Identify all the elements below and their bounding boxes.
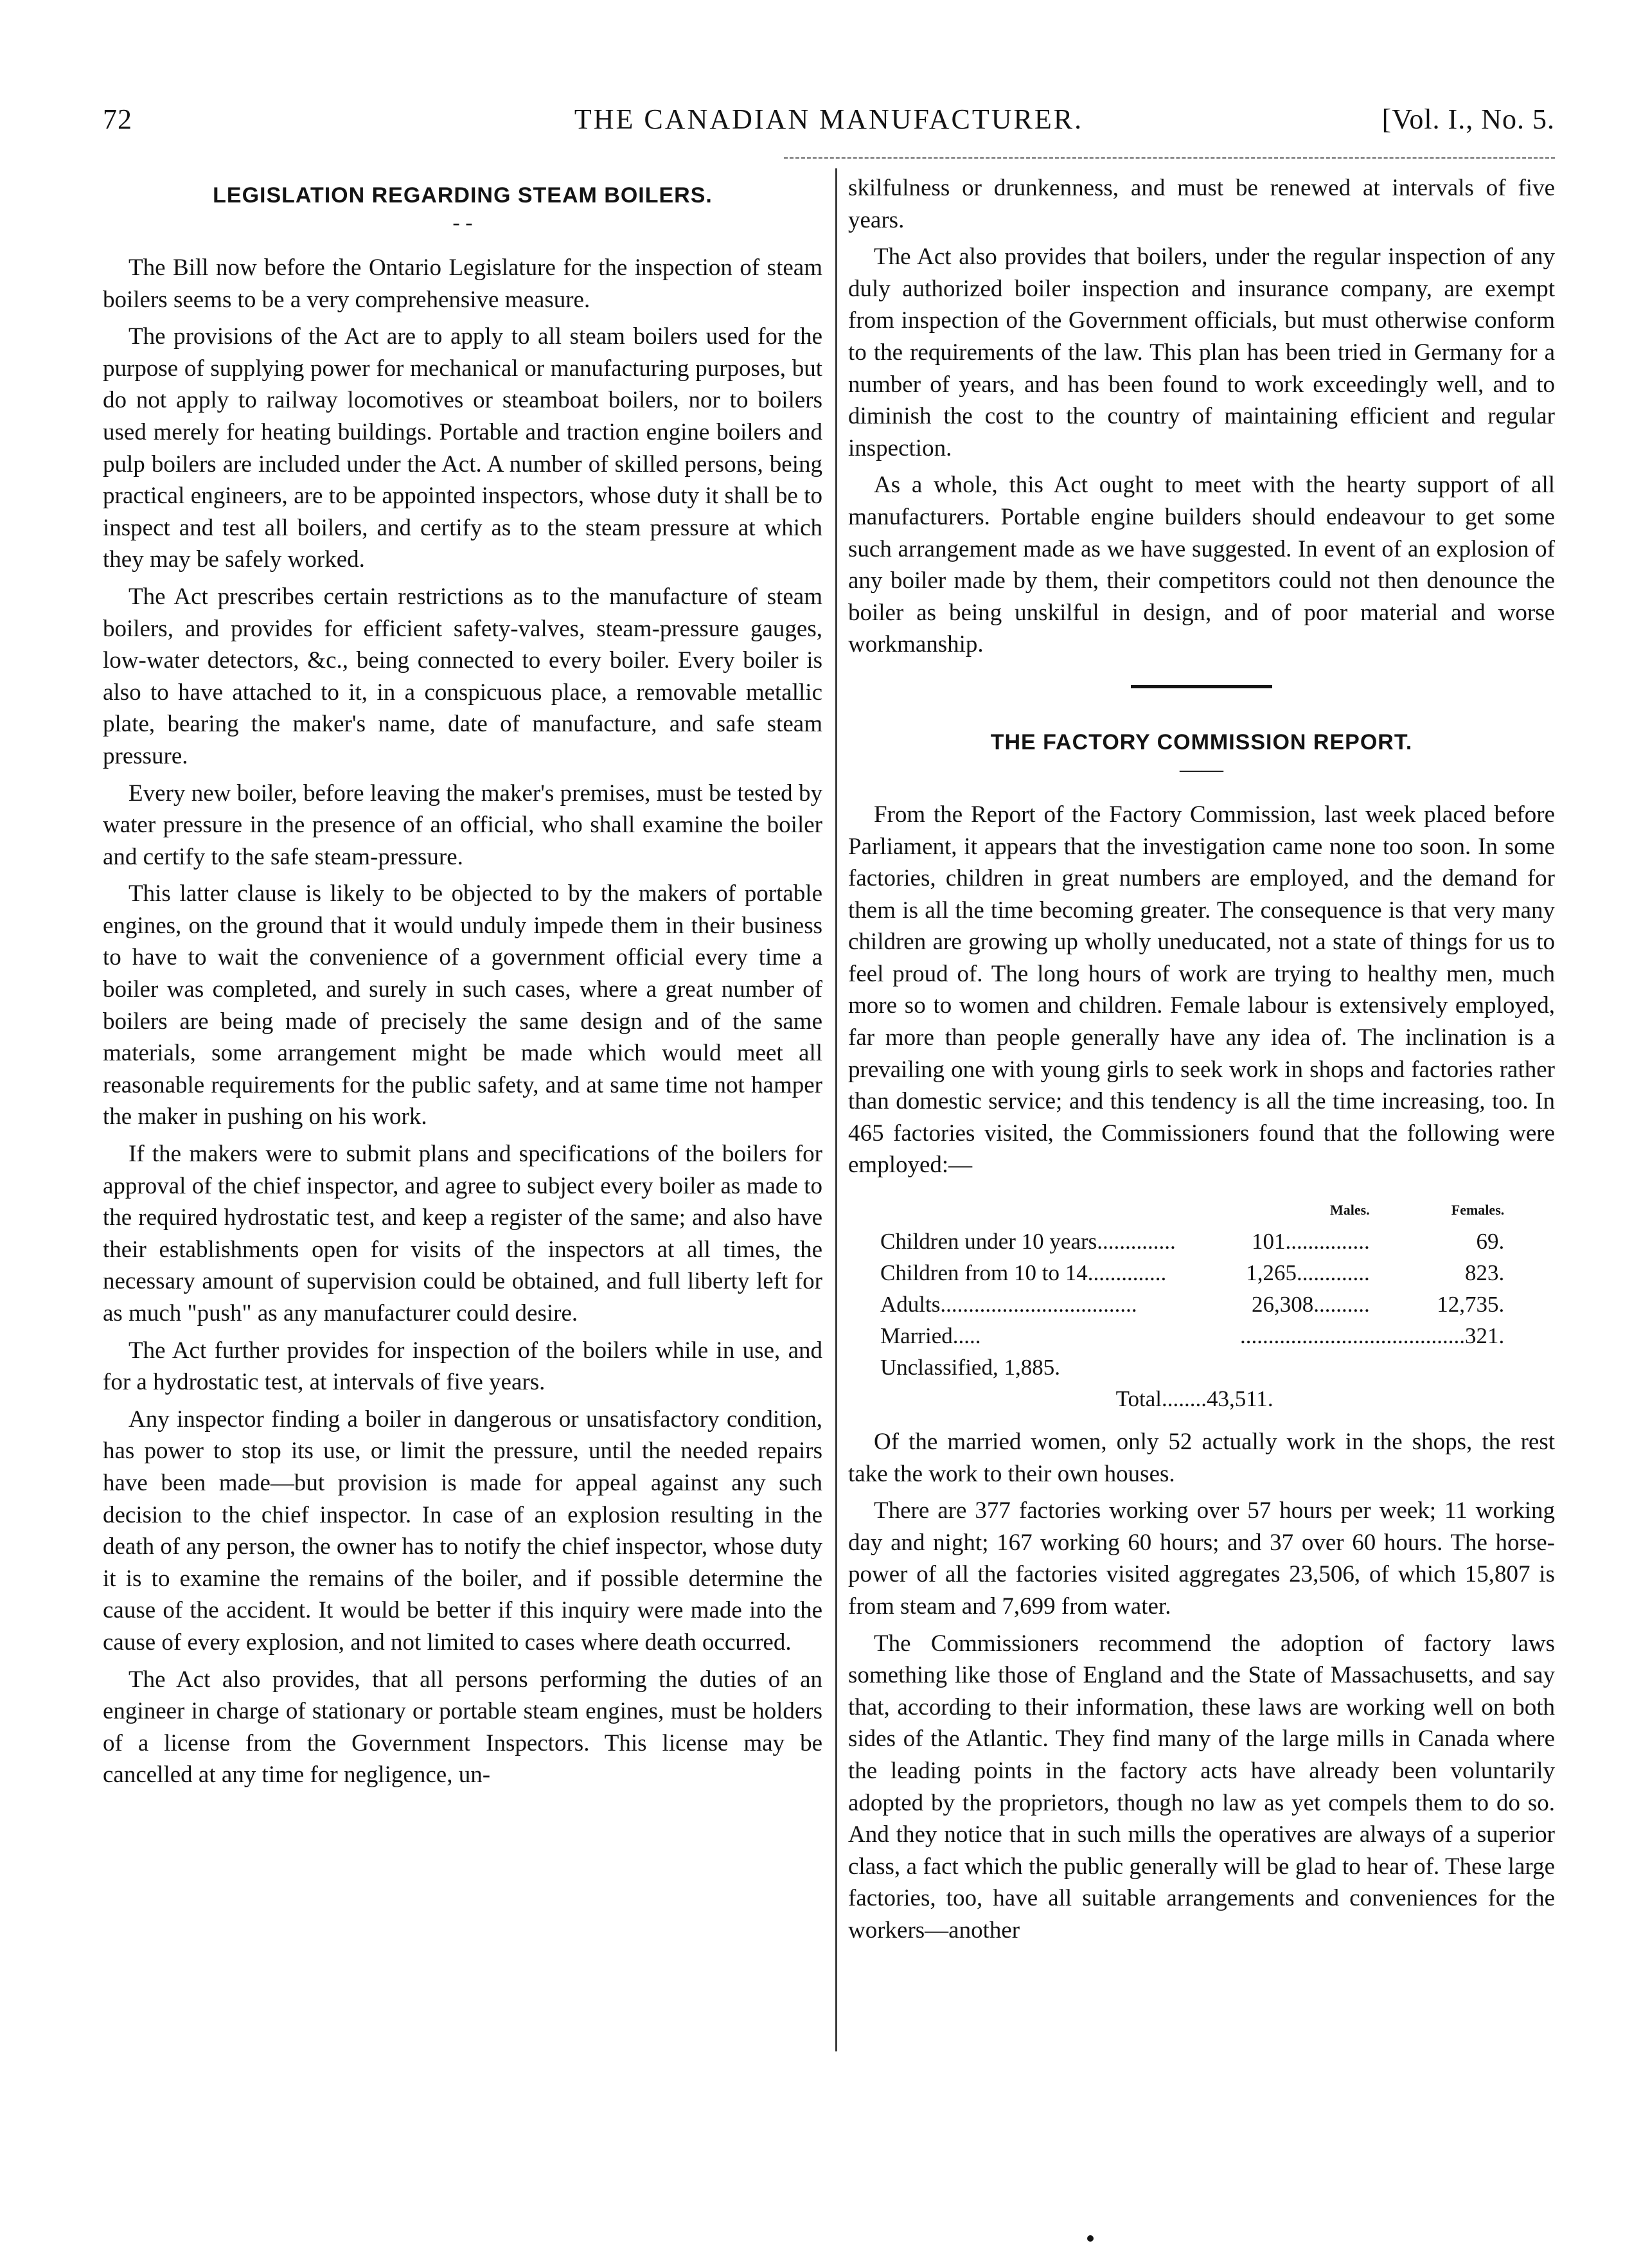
header-rule xyxy=(784,157,1555,159)
females-value: ........................................321. xyxy=(1240,1323,1505,1349)
paragraph: The Bill now before the Ontario Legislature for the inspection of steam boilers seems to be a very comprehensive measure. xyxy=(103,254,822,313)
column-header-females: Females. xyxy=(1451,1202,1505,1219)
article-heading-steam-boilers: LEGISLATION REGARDING STEAM BOILERS. xyxy=(213,183,713,208)
heading-separator: —— xyxy=(1180,757,1223,781)
females-value: 12,735. xyxy=(1437,1292,1505,1317)
paragraph: The Commissioners recommend the adoption of factory laws something like those of England and the State of Massachusetts, and say that, according to their information, these laws are working well on both sides of the Atlantic. They find many of the large mills in Canada where the leading points in the factory acts have already been voluntarily adopted by the proprietors, though no law as yet compels them to do so. And they notice that in such mills the operatives are always of a superior class, a fact which the public generally will be glad to hear of. These large factories, too, have all suitable arrangements and conveniences for the workers—another xyxy=(848,1630,1555,1943)
table-row xyxy=(880,1320,1504,1352)
table-total-row xyxy=(880,1383,1504,1415)
column-header-males: Males. xyxy=(1329,1202,1370,1219)
table-row xyxy=(880,1257,1504,1289)
males-value: 101............... xyxy=(1251,1229,1370,1255)
paragraph: Any inspector finding a boiler in dangerous or unsatisfactory condition, has power to stop its use, or limit the pressure, until the needed repairs have been made—but provision is made for appeal against any such decision to the chief inspector. In case of an explosion resulting in the death of any person, the owner has to notify the chief inspector, whose duty it is to examine the remains of the boiler, and if possible determine the cause of the accident. It would be better if this inquiry were made into the cause of every explosion, and not limited to cases where death occurred. xyxy=(103,1406,822,1656)
volume-number: [Vol. I., No. 5. xyxy=(1381,103,1555,135)
table-row xyxy=(880,1226,1504,1257)
table-header-row xyxy=(880,1194,1504,1226)
right-column xyxy=(848,172,1555,1952)
paragraph: The Act also provides that boilers, under the regular inspection of any duly authorized boiler inspection and insurance company, are exempt from inspection of the Government officials, but must otherwise conform to the requirements of the law. This plan has been tried in Germany for a number of years, and has been found to work exceedingly well, and to diminish the cost to the country of maintaining efficient and regular inspection. xyxy=(848,244,1555,461)
paragraph: The Act further provides for inspection of the boilers while in use, and for a hydrostatic test, at intervals of five years. xyxy=(103,1337,822,1396)
column-divider xyxy=(835,168,837,2051)
paragraph: The Act also provides, that all persons performing the duties of an engineer in charge of stationary or portable steam engines, must be holders of a license from the Government Inspectors. This license may be cancelled at any time for negligence, un- xyxy=(103,1666,822,1789)
paragraph: Every new boiler, before leaving the maker's premises, must be tested by water pressure in the presence of an official, who shall examine the boiler and certify to the safe steam-pressure. xyxy=(103,780,822,870)
table-row xyxy=(880,1289,1504,1320)
paragraph: The provisions of the Act are to apply to all steam boilers used for the purpose of supplying power for mechanical or manufacturing purposes, but do not apply to railway locomotives or steamboat boilers, nor to boilers used merely for heating buildings. Portable and traction engine boilers and pulp boilers are included under the Act. A number of skilled persons, being practical engineers, are to be appointed inspectors, whose duty it shall be to inspect and test all boilers, and certify as to the steam pressure at which they may be safely worked. xyxy=(103,323,822,573)
left-column xyxy=(103,172,822,1796)
paragraph: This latter clause is likely to be objected to by the makers of portable engines, on the ground that it would unduly impede them in their business to have to wait the convenience of a government official every time a boiler was completed, and surely in such cases, where a great number of boilers are being made of precisely the same design and of the same materials, some arrangement might be made which would meet all reasonable requirements for the public safety, and at same time not hamper the maker in pushing on his work. xyxy=(103,880,822,1130)
paragraph: From the Report of the Factory Commission, last week placed before Parliament, it appears that the investigation came none too soon. In some factories, children in great numbers are employed, and the demand for them is all the time becoming greater. The consequence is that very many children are growing up wholly uneducated, not a state of things for us to feel proud of. The long hours of work are trying to healthy men, much more so to women and children. Female labour is extensively employed, far more than people generally have any idea of. The inclination is a prevailing one with young girls to seek work in shops and factories rather than domestic service; and this tendency is all the time increasing, too. In 465 factories visited, the Commissioners found that the following were employed:— xyxy=(848,801,1555,1179)
section-rule xyxy=(1131,685,1272,688)
females-value: 823. xyxy=(1465,1260,1505,1286)
total-value: Total........43,511. xyxy=(1115,1386,1273,1412)
paragraph: As a whole, this Act ought to meet with the hearty support of all manufacturers. Portable engine builders should endeavour to get some such arrangement made as we have suggested. In event of an explosion of any boiler made by them, their competitors could not then denounce the boiler as being unskilful in design, and of poor material and worse workmanship. xyxy=(848,472,1555,658)
paragraph: There are 377 factories working over 57 hours per week; 11 working day and night; 167 working 60 hours; and 37 over 60 hours. The horse-power of all the factories visited aggregates 23,506, of which 15,807 is from steam and 7,699 from water. xyxy=(848,1497,1555,1620)
row-label: Adults................................... xyxy=(880,1292,1137,1317)
row-label: Unclassified, 1,885. xyxy=(880,1355,1060,1380)
males-value: 26,308.......... xyxy=(1251,1292,1370,1317)
footer-dot xyxy=(1087,2235,1094,2242)
males-value: 1,265............. xyxy=(1246,1260,1370,1286)
females-value: 69. xyxy=(1476,1229,1505,1255)
row-label: Children from 10 to 14.............. xyxy=(880,1260,1167,1286)
heading-separator: - - xyxy=(452,211,473,235)
page-number: 72 xyxy=(103,103,132,135)
article-heading-factory-commission: THE FACTORY COMMISSION REPORT. xyxy=(990,729,1413,755)
employment-table xyxy=(880,1194,1504,1415)
page-header xyxy=(103,103,1555,148)
row-label: Children under 10 years.............. xyxy=(880,1229,1176,1255)
continued-paragraph: skilfulness or drunkenness, and must be renewed at intervals of five years. xyxy=(848,175,1555,233)
publication-title: THE CANADIAN MANUFACTURER. xyxy=(574,103,1084,135)
row-label: Married..... xyxy=(880,1323,981,1349)
paragraph: Of the married women, only 52 actually work in the shops, the rest take the work to their own houses. xyxy=(848,1429,1555,1487)
paragraph: The Act prescribes certain restrictions as to the manufacture of steam boilers, and provides for efficient safety-valves, steam-pressure gauges, low-water detectors, &c., being connected to every boiler. Every boiler is also to have attached to it, in a conspicuous place, a removable metallic plate, bearing the maker's name, date of manufacture, and safe steam pressure. xyxy=(103,583,822,769)
table-row xyxy=(880,1352,1504,1383)
paragraph: If the makers were to submit plans and specifications of the boilers for approval of the chief inspector, and agree to subject every boiler as made to the required hydrostatic test, and keep a register of the same; and also have their establishments open for visits of the inspectors at all times, the necessary amount of supervision could be obtained, and full liberty left for as much "push" as any manufacturer could desire. xyxy=(103,1141,822,1326)
